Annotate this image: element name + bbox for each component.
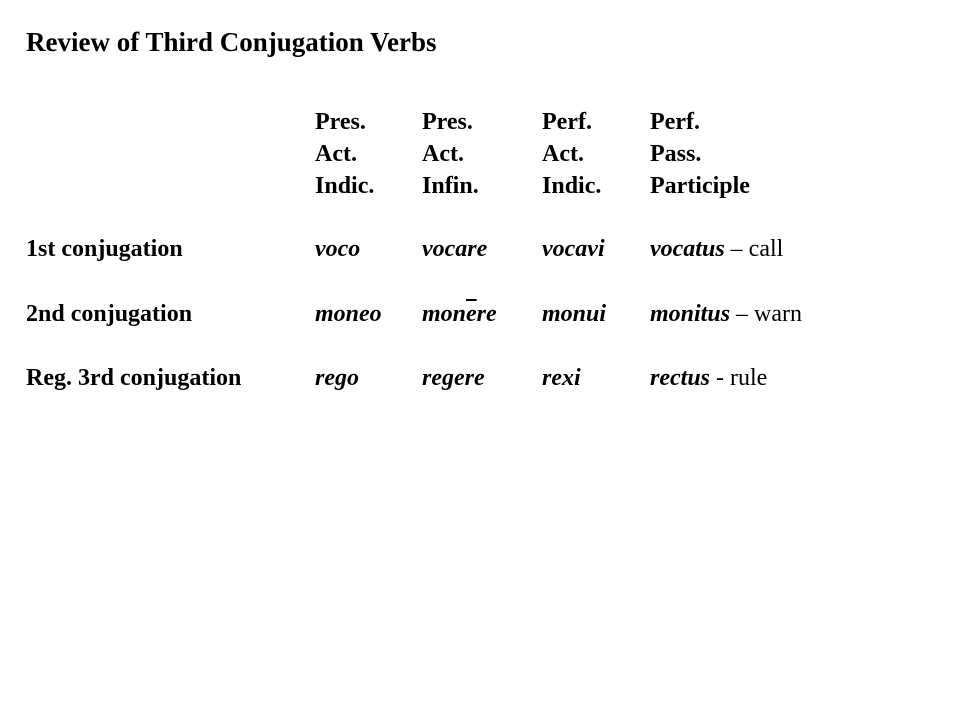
meaning: – call (724, 236, 784, 262)
perf-participle-cell (650, 233, 783, 265)
header-line: Participle (650, 173, 750, 199)
participle-form: vocatus (650, 236, 725, 262)
header-line: Act. (422, 141, 464, 167)
header-line: Pass. (650, 141, 702, 167)
perf-participle-cell (650, 362, 767, 394)
header-line: Infin. (422, 173, 479, 199)
header-line: Indic. (542, 173, 602, 199)
perf-indic-cell: rexi (542, 365, 581, 391)
infin-stem: mon (422, 301, 467, 327)
meaning: - rule (710, 365, 768, 391)
participle-form: rectus (650, 365, 710, 391)
pres-indic-cell: rego (315, 365, 359, 391)
pres-infin-cell: regere (422, 365, 485, 391)
row-label: 2nd conjugation (26, 301, 193, 327)
long-vowel: $\overline{e}$ (466, 301, 477, 327)
header-line: Perf. (650, 109, 700, 135)
row-label: 1st conjugation (26, 236, 183, 262)
participle-form: monitus (650, 301, 731, 327)
header-line: Act. (315, 141, 357, 167)
header-line: Pres. (422, 109, 473, 135)
row-label: Reg. 3rd conjugation (26, 365, 242, 391)
pres-indic-cell: moneo (315, 301, 382, 327)
header-line: Act. (542, 141, 584, 167)
pres-infin-cell: vocare (422, 236, 488, 262)
perf-indic-cell: vocavi (542, 236, 605, 262)
header-line: Pres. (315, 109, 366, 135)
infin-ending: re (476, 301, 497, 327)
pres-infin-cell (422, 298, 497, 330)
perf-participle-cell (650, 298, 802, 330)
perf-indic-cell: monui (542, 301, 607, 327)
header-line: Perf. (542, 109, 592, 135)
meaning: – warn (730, 301, 803, 327)
header-line: Indic. (315, 173, 375, 199)
pres-indic-cell: voco (315, 236, 361, 262)
page-title: Review of Third Conjugation Verbs (26, 27, 437, 57)
